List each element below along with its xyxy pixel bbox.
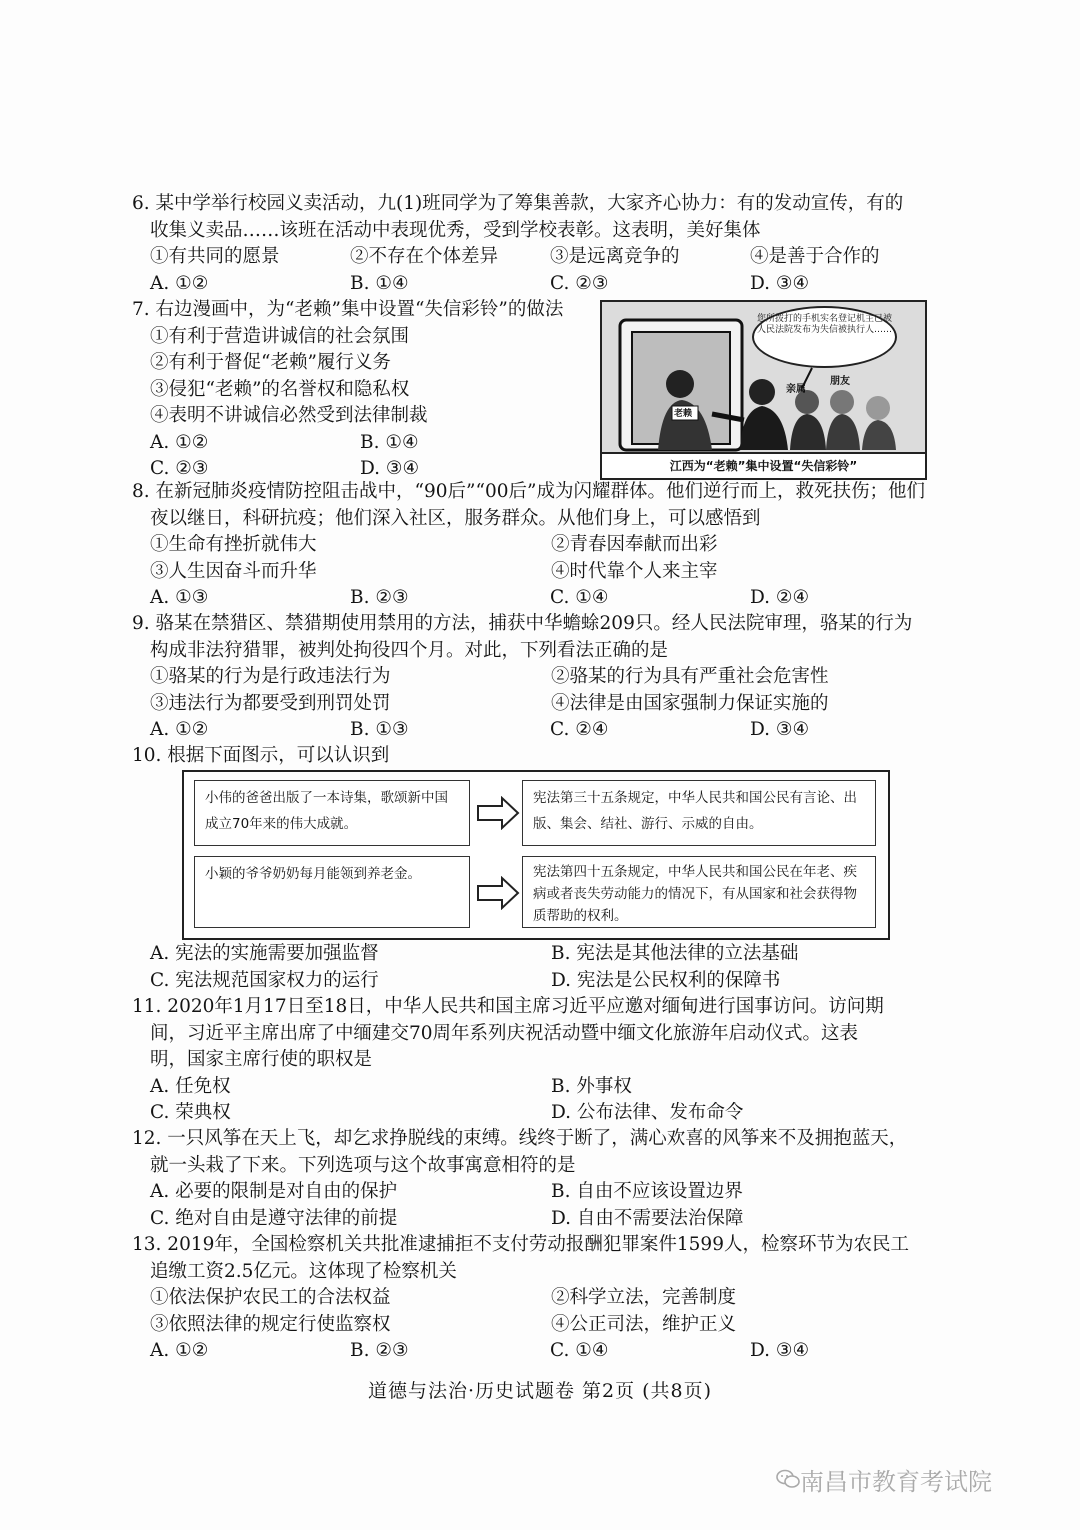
q10-diagram xyxy=(182,770,890,940)
hollow-right-arrow-icon xyxy=(476,796,520,830)
q6-statement: ③是远离竞争的 xyxy=(550,246,680,267)
q6-choice-c: C. ②③ xyxy=(550,272,609,294)
q11-choice-d: D. 公布法律、发布命令 xyxy=(551,1102,744,1123)
question-10-choices xyxy=(132,941,952,994)
q8-choice-a: A. ①③ xyxy=(150,587,209,608)
q7-choice-c: C. ②③ xyxy=(150,458,209,479)
q8-statements-row-2 xyxy=(132,559,952,586)
q13-choice-b: B. ②③ xyxy=(350,1340,409,1361)
q6-statement: ①有共同的愿景 xyxy=(150,246,280,267)
q13-statements-row-2 xyxy=(132,1312,952,1339)
q6-choice-b: B. ①④ xyxy=(350,272,409,294)
q8-stem-line-1: 8. 在新冠肺炎疫情防控阻击战中，“90后”“00后”成为闪耀群体。他们逆行而上，救死扶伤；他们 xyxy=(132,481,925,502)
q11-choice-b: B. 外事权 xyxy=(551,1075,632,1097)
q7-statement: ①有利于营造讲诚信的社会氛围 xyxy=(150,325,410,347)
q8-statement: ④时代靠个人来主宰 xyxy=(551,560,718,582)
q13-stem-line-1: 13. 2019年，全国检察机关共批准逮捕拒不支付劳动报酬犯罪案件1599人，检察环节为农民工 xyxy=(132,1234,909,1255)
q9-stem-line-1: 9. 骆某在禁猎区、禁猎期使用禁用的方法，捕获中华蟾蜍209只。经人民法院审理，骆某的行为 xyxy=(132,613,913,634)
q9-choices xyxy=(132,717,952,744)
question-12 xyxy=(132,1126,952,1232)
q9-statement: ④法律是由国家强制力保证实施的 xyxy=(551,692,829,714)
q11-choices-row-1 xyxy=(132,1074,952,1101)
q6-statement: ④是善于合作的 xyxy=(750,246,880,267)
q11-choice-a: A. 任免权 xyxy=(150,1075,231,1097)
question-13 xyxy=(132,1232,952,1365)
q11-stem-line-2: 间，习近平主席出席了中缅建交70周年系列庆祝活动暨中缅文化旅游年启动仪式。这表 xyxy=(150,1022,859,1044)
q8-choice-b: B. ②③ xyxy=(350,587,409,608)
q9-choice-c: C. ②④ xyxy=(550,719,609,740)
q13-choices xyxy=(132,1338,952,1365)
question-8 xyxy=(132,479,952,612)
q9-statement: ①骆某的行为是行政违法行为 xyxy=(150,666,391,687)
q12-choices-row-2 xyxy=(132,1206,952,1233)
q9-statements-row-2 xyxy=(132,691,952,718)
watermark: 南昌市教育考试院 xyxy=(800,1468,992,1496)
q7-statement: ②有利于督促“老赖”履行义务 xyxy=(150,352,391,373)
wechat-icon xyxy=(776,1469,800,1489)
q8-stem-line-2: 夜以继日，科研抗疫；他们深入社区，服务群众。从他们身上，可以感悟到 xyxy=(150,507,761,529)
q6-stem-line-1: 6. 某中学举行校园义卖活动，九(1)班同学为了筹集善款，大家齐心协力：有的发动宣传，有的 xyxy=(132,193,904,214)
q6-choice-a: A. ①② xyxy=(150,272,209,294)
q10-choice-a: A. 宪法的实施需要加强监督 xyxy=(150,943,379,964)
q8-statement: ③人生因奋斗而升华 xyxy=(150,560,317,582)
q8-statement: ②青春因奉献而出彩 xyxy=(551,534,718,555)
q13-stem-line-2: 追缴工资2.5亿元。这体现了检察机关 xyxy=(150,1260,457,1282)
q13-statement: ③依照法律的规定行使监察权 xyxy=(150,1313,391,1335)
q10-choice-b: B. 宪法是其他法律的立法基础 xyxy=(551,943,799,964)
q13-choice-c: C. ①④ xyxy=(550,1340,609,1361)
diagram-box-case-2: 小颖的爷爷奶奶每月能领到养老金。 xyxy=(194,856,470,928)
question-6 xyxy=(132,191,952,297)
q6-statements xyxy=(132,244,952,271)
q12-stem-line-2: 就一头栽了下来。下列选项与这个故事寓意相符的是 xyxy=(150,1154,576,1176)
cartoon-caption: 江西为“老赖”集中设置“失信彩铃” xyxy=(602,452,925,478)
q9-statements-row-1 xyxy=(132,664,952,691)
diagram-box-article-45: 宪法第四十五条规定，中华人民共和国公民在年老、疾病或者丧失劳动能力的情况下，有从国家和社会获得物质帮助的权利。 xyxy=(522,856,876,928)
q8-choice-d: D. ②④ xyxy=(750,587,810,608)
q8-statement: ①生命有挫折就伟大 xyxy=(150,534,317,555)
q10-stem: 10. 根据下面图示，可以认识到 xyxy=(132,745,390,766)
q13-statement: ④公正司法，维护正义 xyxy=(551,1313,737,1335)
speech-bubble: 您所拨打的手机实名登记机主已被人民法院发布为失信被执行人…… xyxy=(752,306,897,368)
q12-choice-c: C. 绝对自由是遵守法律的前提 xyxy=(150,1207,398,1229)
q7-choice-a: A. ①② xyxy=(150,431,209,453)
diagram-box-article-35: 宪法第三十五条规定，中华人民共和国公民有言论、出版、集会、结社、游行、示威的自由。 xyxy=(522,780,876,846)
q12-choice-b: B. 自由不应该设置边界 xyxy=(551,1181,743,1202)
question-10 xyxy=(132,743,952,770)
q10-choices-row-2 xyxy=(132,968,952,995)
q11-stem-line-3: 明，国家主席行使的职权是 xyxy=(150,1049,373,1070)
q8-choices xyxy=(132,585,952,612)
q6-statement: ②不存在个体差异 xyxy=(350,246,499,267)
q9-choice-b: B. ①③ xyxy=(350,719,409,740)
q9-choice-a: A. ①② xyxy=(150,719,209,740)
tag-relatives: 亲属 xyxy=(786,384,806,395)
q10-choice-d: D. 宪法是公民权利的保障书 xyxy=(551,969,781,991)
q7-cartoon xyxy=(600,300,927,480)
q6-stem-line-2: 收集义卖品……该班在活动中表现优秀，受到学校表彰。这表明，美好集体 xyxy=(150,219,761,241)
q9-statement: ③违法行为都要受到刑罚处罚 xyxy=(150,692,391,714)
q11-choice-c: C. 荣典权 xyxy=(150,1102,231,1123)
q12-choice-a: A. 必要的限制是对自由的保护 xyxy=(150,1181,398,1202)
q7-choice-b: B. ①④ xyxy=(360,431,419,453)
q7-stem: 7. 右边漫画中，为“老赖”集中设置“失信彩铃”的做法 xyxy=(132,299,564,320)
q7-statement: ④表明不讲诚信必然受到法律制裁 xyxy=(150,405,428,426)
q13-choice-a: A. ①② xyxy=(150,1340,209,1361)
q13-statement: ②科学立法，完善制度 xyxy=(551,1287,737,1308)
q9-statement: ②骆某的行为具有严重社会危害性 xyxy=(551,666,829,687)
q6-choices xyxy=(132,271,952,298)
q7-statement: ③侵犯“老赖”的名誉权和隐私权 xyxy=(150,378,410,400)
diagram-box-case-1: 小伟的爸爸出版了一本诗集，歌颂新中国成立70年来的伟大成就。 xyxy=(194,780,470,846)
q12-stem-line-1: 12. 一只风筝在天上飞，却乞求挣脱线的束缚。线终于断了，满心欢喜的风筝来不及拥抱蓝天， xyxy=(132,1128,908,1149)
question-11 xyxy=(132,994,952,1127)
q8-choice-c: C. ①④ xyxy=(550,587,609,608)
question-7 xyxy=(132,297,592,483)
q11-stem-line-1: 11. 2020年1月17日至18日，中华人民共和国主席习近平应邀对缅甸进行国事访问。访问期 xyxy=(132,996,884,1017)
q9-choice-d: D. ③④ xyxy=(750,719,810,740)
q13-statements-row-1 xyxy=(132,1285,952,1312)
q12-choice-d: D. 自由不需要法治保障 xyxy=(551,1207,744,1229)
page-footer: 道德与法治·历史试题卷 第2页 (共8页) xyxy=(367,1380,713,1402)
tag-laolai: 老赖 xyxy=(674,409,693,419)
q10-choices-row-1 xyxy=(132,941,952,968)
q7-choices-row-1 xyxy=(132,430,592,457)
q6-choice-d: D. ③④ xyxy=(750,272,810,294)
tag-friends: 朋友 xyxy=(830,376,850,387)
q7-choice-d: D. ③④ xyxy=(360,458,420,479)
q8-statements-row-1 xyxy=(132,532,952,559)
q10-choice-c: C. 宪法规范国家权力的运行 xyxy=(150,969,379,991)
q12-choices-row-1 xyxy=(132,1179,952,1206)
q13-statement: ①依法保护农民工的合法权益 xyxy=(150,1287,391,1308)
q11-choices-row-2 xyxy=(132,1100,952,1127)
hollow-right-arrow-icon xyxy=(476,876,520,910)
q9-stem-line-2: 构成非法狩猎罪，被判处拘役四个月。对此，下列看法正确的是 xyxy=(150,639,669,661)
question-9 xyxy=(132,611,952,744)
q13-choice-d: D. ③④ xyxy=(750,1340,810,1361)
